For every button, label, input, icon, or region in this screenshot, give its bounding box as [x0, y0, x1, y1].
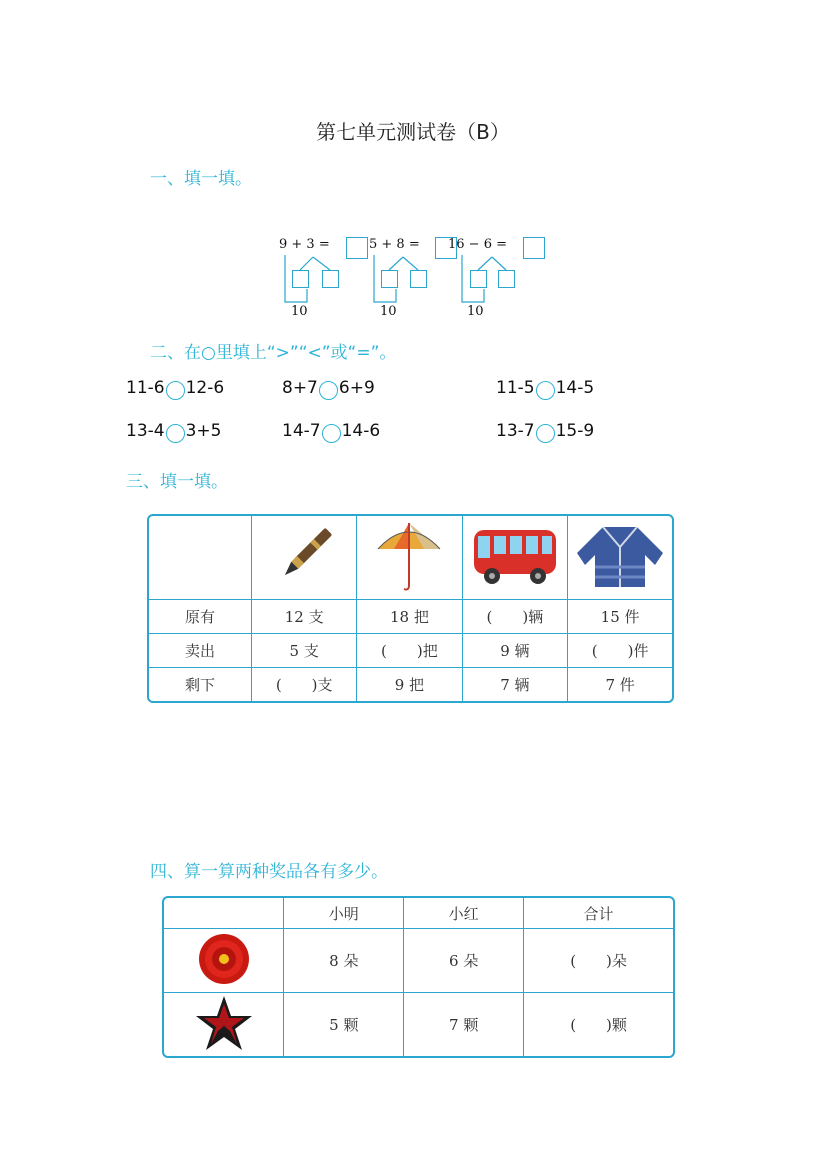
compare-circle[interactable]: [322, 424, 341, 443]
compare-item: [496, 378, 594, 398]
table-row: [149, 634, 672, 668]
umbrella-icon: [374, 519, 444, 593]
table-cell: 18 把: [357, 600, 462, 634]
table-cell: 6 朵: [404, 929, 524, 993]
ten-label: 10: [291, 304, 308, 319]
compare-item: [126, 378, 224, 398]
table-cell[interactable]: ( )件: [568, 634, 672, 668]
ten-label: 10: [380, 304, 397, 319]
table-row: [164, 898, 673, 929]
section-3-heading: 三、填一填。: [126, 472, 228, 492]
compare-item: [126, 421, 221, 441]
table-cell: 5 支: [252, 634, 357, 668]
prize-table: [162, 896, 675, 1058]
column-header: 小红: [404, 898, 524, 929]
table-row: [149, 600, 672, 634]
row-label: 原有: [149, 600, 252, 634]
table-cell[interactable]: ( )朵: [524, 929, 673, 993]
section-2-heading: 二、在○里填上“>”“<”或“=”。: [150, 343, 397, 363]
bus-icon: [470, 524, 560, 588]
table-cell: 12 支: [252, 600, 357, 634]
table-cell: 9 辆: [463, 634, 569, 668]
equation-text: 5 + 8 =: [369, 237, 420, 252]
compare-circle[interactable]: [319, 381, 338, 400]
compare-circle[interactable]: [166, 424, 185, 443]
table-cell[interactable]: ( )支: [252, 668, 357, 701]
table-cell: [357, 516, 462, 600]
table-cell: [463, 516, 569, 600]
compare-item: [496, 421, 594, 441]
sweater-icon: [573, 523, 667, 589]
compare-circle[interactable]: [536, 424, 555, 443]
compare-right: 14-5: [555, 378, 595, 398]
table-cell: 7 颗: [404, 993, 524, 1056]
table-cell: [164, 929, 284, 993]
compare-item: [282, 421, 380, 441]
table-cell: [568, 516, 672, 600]
table-cell: [149, 516, 252, 600]
table-cell: 7 辆: [463, 668, 569, 701]
table-row: [149, 516, 672, 600]
ten-label: 10: [467, 304, 484, 319]
compare-left: 11-5: [496, 378, 535, 398]
equation-text: 16 − 6 =: [448, 237, 507, 252]
column-header: 合计: [524, 898, 673, 929]
table-cell: 9 把: [357, 668, 462, 701]
section-4-heading: 四、算一算两种奖品各有多少。: [150, 862, 388, 882]
table-cell: [164, 898, 284, 929]
compare-right: 15-9: [555, 421, 595, 441]
table-cell: 15 件: [568, 600, 672, 634]
table-cell: 7 件: [605, 676, 635, 694]
table-row: [149, 668, 672, 701]
compare-right: 14-6: [341, 421, 381, 441]
column-header: 小明: [284, 898, 404, 929]
table-cell: [164, 993, 284, 1056]
compare-circle[interactable]: [536, 381, 555, 400]
flower-icon: [195, 932, 253, 986]
compare-right: 12-6: [185, 378, 225, 398]
compare-left: 8+7: [282, 378, 318, 398]
pen-icon: [269, 521, 339, 591]
table-cell[interactable]: ( )把: [357, 634, 462, 668]
star-icon: [194, 994, 254, 1052]
split-lines: [0, 0, 826, 330]
table-cell[interactable]: ( )辆: [463, 600, 569, 634]
equation-text: 9 + 3 =: [279, 237, 330, 252]
table-cell: 5 颗: [284, 993, 404, 1056]
goods-table: [147, 514, 674, 703]
table-cell[interactable]: ( )颗: [570, 1016, 627, 1034]
row-label: 剩下: [149, 668, 252, 701]
compare-right: 6+9: [338, 378, 375, 398]
page-title: 第七单元测试卷（B）: [316, 120, 510, 144]
compare-item: [282, 378, 375, 398]
compare-left: 11-6: [126, 378, 165, 398]
compare-right: 3+5: [185, 421, 222, 441]
compare-left: 13-4: [126, 421, 165, 441]
section-1-heading: 一、填一填。: [150, 169, 252, 189]
row-label: 卖出: [149, 634, 252, 668]
compare-left: 13-7: [496, 421, 535, 441]
compare-left: 14-7: [282, 421, 321, 441]
table-row: [164, 929, 673, 993]
table-cell: 8 朵: [284, 929, 404, 993]
compare-circle[interactable]: [166, 381, 185, 400]
table-cell: [252, 516, 357, 600]
table-row: [164, 993, 673, 1056]
